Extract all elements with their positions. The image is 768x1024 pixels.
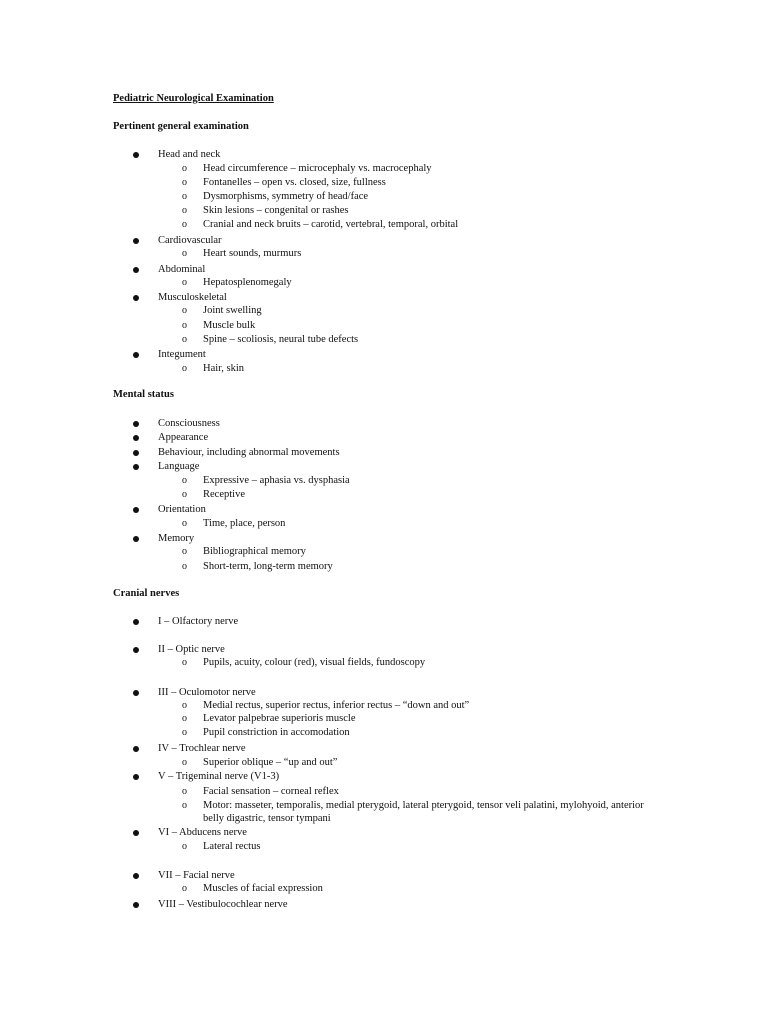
sub-bullet-icon: o <box>182 191 187 202</box>
list-item: V – Trigeminal nerve (V1-3) <box>158 771 280 782</box>
sub-list-item: Facial sensation – corneal reflex <box>203 786 339 797</box>
sub-bullet-icon: o <box>182 277 187 288</box>
list-item: Behaviour, including abnormal movements <box>158 447 340 458</box>
bullet-icon <box>133 152 139 158</box>
sub-list-item: Medial rectus, superior rectus, inferior rectus – “down and out” <box>203 700 470 711</box>
bullet-icon <box>133 435 139 441</box>
list-item: Integument <box>158 349 206 360</box>
sub-bullet-icon: o <box>182 177 187 188</box>
sub-list-item: Bibliographical memory <box>203 546 306 557</box>
sub-bullet-icon: o <box>182 489 187 500</box>
sub-bullet-icon: o <box>182 363 187 374</box>
bullet-icon <box>133 507 139 513</box>
sub-bullet-icon: o <box>182 163 187 174</box>
sub-list-item: Short-term, long-term memory <box>203 561 333 572</box>
sub-bullet-icon: o <box>182 561 187 572</box>
sub-bullet-icon: o <box>182 205 187 216</box>
section-heading-mental: Mental status <box>113 389 174 400</box>
bullet-icon <box>133 450 139 456</box>
sub-bullet-icon: o <box>182 657 187 668</box>
list-item: IV – Trochlear nerve <box>158 743 246 754</box>
list-item: II – Optic nerve <box>158 644 225 655</box>
list-item: Abdominal <box>158 264 206 275</box>
list-item: Memory <box>158 533 195 544</box>
sub-bullet-icon: o <box>182 518 187 529</box>
sub-list-item: Muscle bulk <box>203 320 256 331</box>
bullet-icon <box>133 774 139 780</box>
bullet-icon <box>133 619 139 625</box>
bullet-icon <box>133 746 139 752</box>
bullet-icon <box>133 830 139 836</box>
sub-list-item: Motor: masseter, temporalis, medial pterygoid, lateral pterygoid, tensor veli palatini, mylohyoid, anterior belly digastric, tensor tympani <box>203 800 644 824</box>
list-item: Orientation <box>158 504 206 515</box>
list-item: Appearance <box>158 432 209 443</box>
bullet-icon <box>133 421 139 427</box>
sub-list-item: Skin lesions – congenital or rashes <box>203 205 349 216</box>
sub-bullet-icon: o <box>182 786 187 797</box>
list-item: VIII – Vestibulocochlear nerve <box>158 899 288 910</box>
sub-bullet-icon: o <box>182 757 187 768</box>
sub-bullet-icon: o <box>182 248 187 259</box>
sub-list-item: Superior oblique – “up and out” <box>203 757 338 768</box>
list-item: I – Olfactory nerve <box>158 616 239 627</box>
bullet-icon <box>133 873 139 879</box>
sub-bullet-icon: o <box>182 320 187 331</box>
sub-list-item: Pupil constriction in accomodation <box>203 727 350 738</box>
sub-list-item: Receptive <box>203 489 245 500</box>
sub-list-item: Fontanelles – open vs. closed, size, fullness <box>203 177 386 188</box>
sub-list-item: Cranial and neck bruits – carotid, vertebral, temporal, orbital <box>203 219 459 230</box>
sub-bullet-icon: o <box>182 546 187 557</box>
list-item: Musculoskeletal <box>158 292 227 303</box>
sub-bullet-icon: o <box>182 727 187 738</box>
sub-list-item: Hepatosplenomegaly <box>203 277 292 288</box>
sub-list-item: Lateral rectus <box>203 841 261 852</box>
sub-list-item: Dysmorphisms, symmetry of head/face <box>203 191 369 202</box>
list-item: Cardiovascular <box>158 235 222 246</box>
sub-list-item: Hair, skin <box>203 363 244 374</box>
sub-list-item: Head circumference – microcephaly vs. macrocephaly <box>203 163 432 174</box>
list-item: Language <box>158 461 200 472</box>
sub-list-item: Time, place, person <box>203 518 286 529</box>
list-item: Consciousness <box>158 418 220 429</box>
sub-list-item: Heart sounds, murmurs <box>203 248 302 259</box>
bullet-icon <box>133 295 139 301</box>
sub-bullet-icon: o <box>182 800 187 811</box>
bullet-icon <box>133 464 139 470</box>
bullet-icon <box>133 690 139 696</box>
sub-bullet-icon: o <box>182 219 187 230</box>
sub-bullet-icon: o <box>182 841 187 852</box>
bullet-icon <box>133 536 139 542</box>
bullet-icon <box>133 902 139 908</box>
sub-list-item: Joint swelling <box>203 305 262 316</box>
sub-bullet-icon: o <box>182 475 187 486</box>
sub-bullet-icon: o <box>182 700 187 711</box>
sub-list-item: Expressive – aphasia vs. dysphasia <box>203 475 350 486</box>
bullet-icon <box>133 267 139 273</box>
bullet-icon <box>133 647 139 653</box>
sub-bullet-icon: o <box>182 713 187 724</box>
sub-list-item: Spine – scoliosis, neural tube defects <box>203 334 359 345</box>
section-heading-cranial: Cranial nerves <box>113 588 180 599</box>
sub-list-item: Levator palpebrae superioris muscle <box>203 713 356 724</box>
list-item: III – Oculomotor nerve <box>158 687 256 698</box>
bullet-icon <box>133 238 139 244</box>
sub-bullet-icon: o <box>182 883 187 894</box>
sub-list-item: Muscles of facial expression <box>203 883 323 894</box>
document-title: Pediatric Neurological Examination <box>113 93 274 104</box>
sub-bullet-icon: o <box>182 334 187 345</box>
list-item: Head and neck <box>158 149 221 160</box>
bullet-icon <box>133 352 139 358</box>
section-heading-general: Pertinent general examination <box>113 121 249 132</box>
sub-list-item: Pupils, acuity, colour (red), visual fields, fundoscopy <box>203 657 426 668</box>
list-item: VII – Facial nerve <box>158 870 235 881</box>
sub-bullet-icon: o <box>182 305 187 316</box>
list-item: VI – Abducens nerve <box>158 827 247 838</box>
